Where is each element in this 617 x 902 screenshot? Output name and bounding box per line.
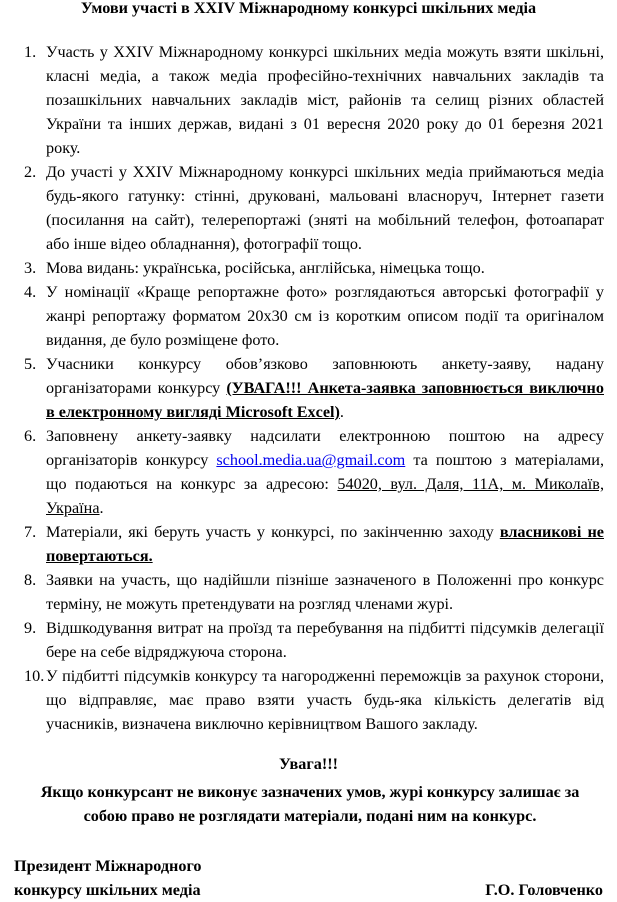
item-number: 9. (24, 619, 37, 637)
item-text-part: Заповнену анкету-заявку надсилати електронною поштою на адресу організаторів конкурсу (46, 427, 604, 469)
item-text (46, 424, 604, 520)
item-number: 1. (24, 43, 37, 61)
item-text: До участі у XXIV Міжнародному конкурсі шкільних медіа приймаються медіа будь-якого гатунку: стінні, друковані, мальовані власноруч, Інтернет газети (посилання на сайт), телерепортажі (зняті на мобільний телефон, фотоапарат або інше відео обладнання), фотографії тощо. (46, 163, 604, 253)
item-text (46, 352, 604, 424)
item-text: Мова видань: українська, російська, англійська, німецька тощо. (46, 259, 485, 277)
item-text: У номінації «Краще репортажне фото» розглядаються авторські фотографії у жанрі репортажу форматом 20х30 см із коротким описом події та оригіналом видання, де було розміщене фото. (46, 283, 604, 349)
item-text: Заявки на участь, що надійшли пізніше зазначеного в Положенні про конкурс терміну, не можуть претендувати на розгляд членами журі. (46, 571, 604, 613)
list-item (0, 160, 617, 256)
list-item (0, 616, 617, 664)
item-text: У підбитті підсумків конкурсу та нагородженні переможців за рахунок сторони, що відправляє, має право взяти участь будь-яка кількість делегатів від учасників, визначена виключно керівництвом Вашого закладу. (46, 667, 604, 733)
list-item (0, 664, 617, 736)
item-number: 3. (24, 259, 37, 277)
warning-text: Якщо конкурсант не виконує зазначених умов, журі конкурсу залишає за собою право не розглядати матеріали, подані ним на конкурс. (40, 783, 580, 825)
item-text-part: . (99, 499, 104, 517)
excel-warning: (УВАГА!!! Анкета-заявка заповнюється виключно в електронному вигляді Microsoft Excel) (46, 379, 604, 421)
page-title: Умови участі в XXIV Міжнародному конкурсі шкільних медіа (80, 0, 537, 17)
item-number: 4. (24, 283, 37, 301)
item-text-part: та поштою з матеріалами, що подаються на конкурс за адресою: (46, 451, 604, 493)
item-text: Відшкодування витрат на проїзд та перебування на підбитті підсумків делегації бере на себе відряджуюча сторона. (46, 619, 604, 661)
list-item (0, 568, 617, 616)
signature-position (14, 854, 202, 902)
not-returned-note: власникові не повертаються. (46, 523, 604, 565)
item-number: 2. (24, 163, 37, 181)
postal-address: 54020, вул. Даля, 11А, м. Миколаїв, Україна (46, 475, 604, 517)
item-number: 10. (24, 667, 45, 685)
email-link[interactable]: school.media.ua@gmail.com (216, 451, 406, 469)
item-text-part: Учасники конкурсу обов’язково заповнюють анкету-заяву, надану організаторами конкурсу (46, 355, 604, 397)
signature-position-line: Президент Міжнародного (14, 857, 202, 875)
attention-heading: Увага!!! (278, 755, 338, 773)
list-item (0, 280, 617, 352)
signature-position-line: конкурсу шкільних медіа (14, 881, 201, 899)
signature-name: Г.О. Головченко (485, 881, 603, 899)
item-text: Участь у XXIV Міжнародному конкурсі шкільних медіа можуть взяти шкільні, класні медіа, а також медіа професійно-технічних навчальних закладів та позашкільних навчальних закладів міст, районів та селищ різних областей України та інших держав, видані з 01 вересня 2020 року до 01 березня 2021 року. (46, 43, 604, 157)
list-item (0, 352, 617, 424)
item-number: 8. (24, 571, 37, 589)
item-number: 7. (24, 523, 37, 541)
item-text-part: Матеріали, які беруть участь у конкурсі, по закінченню заходу (46, 523, 500, 541)
item-text-part: . (339, 403, 344, 421)
item-number: 6. (24, 427, 37, 445)
item-number: 5. (24, 355, 37, 373)
conditions-list (0, 40, 617, 736)
list-item (0, 40, 617, 160)
list-item (0, 520, 617, 568)
item-text (46, 520, 604, 568)
list-item (0, 256, 617, 280)
list-item (0, 424, 617, 520)
